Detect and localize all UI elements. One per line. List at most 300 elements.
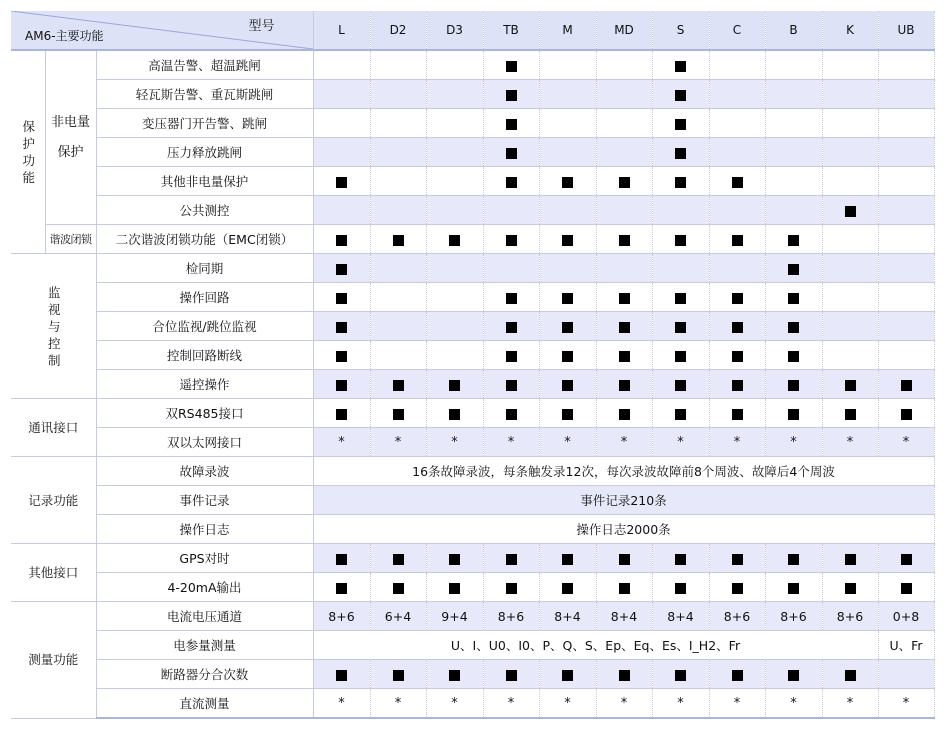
supported-mark-icon — [426, 573, 483, 602]
filled-square-icon — [506, 322, 517, 333]
optional-mark — [878, 689, 934, 719]
filled-square-icon — [562, 293, 573, 304]
empty-cell — [426, 109, 483, 138]
filled-square-icon — [788, 554, 799, 565]
optional-mark — [652, 428, 709, 457]
supported-mark-icon — [709, 312, 765, 341]
supported-mark-icon — [539, 573, 596, 602]
asterisk-mark: * — [564, 435, 571, 450]
filled-square-icon — [675, 380, 686, 391]
model-header-c: C — [709, 11, 765, 50]
filled-square-icon — [619, 293, 630, 304]
supported-mark-icon — [709, 660, 765, 689]
filled-square-icon — [449, 670, 460, 681]
supported-mark-icon — [765, 225, 822, 254]
empty-cell — [483, 254, 539, 283]
optional-mark — [426, 689, 483, 719]
filled-square-icon — [336, 351, 347, 362]
supported-mark-icon — [539, 225, 596, 254]
supported-mark-icon — [822, 399, 878, 428]
asterisk-mark: * — [846, 696, 854, 711]
filled-square-icon — [393, 554, 404, 565]
filled-square-icon — [449, 235, 460, 246]
function-label: 控制回路断线 — [96, 341, 313, 370]
supported-mark-icon — [709, 399, 765, 428]
filled-square-icon — [336, 264, 347, 275]
filled-square-icon — [675, 554, 686, 565]
asterisk-mark: * — [902, 435, 910, 450]
filled-square-icon — [449, 409, 460, 420]
filled-square-icon — [562, 322, 573, 333]
filled-square-icon — [675, 61, 686, 72]
filled-square-icon — [619, 670, 630, 681]
supported-mark-icon — [483, 138, 539, 167]
model-header-md: MD — [596, 11, 652, 50]
subgroup-nonelectric-text: 非电量保护 — [50, 114, 90, 160]
empty-cell — [709, 138, 765, 167]
supported-mark-icon — [426, 544, 483, 573]
empty-cell — [370, 138, 426, 167]
supported-mark-icon — [596, 341, 652, 370]
empty-cell — [370, 254, 426, 283]
function-label: 断路器分合次数 — [96, 660, 313, 689]
model-header-s: S — [652, 11, 709, 50]
function-label: 电参量测量 — [96, 631, 313, 660]
asterisk-mark: * — [394, 696, 402, 711]
filled-square-icon — [901, 409, 912, 420]
filled-square-icon — [845, 670, 856, 681]
asterisk-mark: * — [338, 435, 345, 450]
empty-cell — [313, 109, 370, 138]
function-table — [11, 11, 935, 719]
empty-cell — [426, 80, 483, 109]
supported-mark-icon — [709, 283, 765, 312]
empty-cell — [370, 196, 426, 225]
supported-mark-icon — [596, 370, 652, 399]
supported-mark-icon — [822, 370, 878, 399]
supported-mark-icon — [652, 283, 709, 312]
optional-mark — [596, 428, 652, 457]
supported-mark-icon — [539, 370, 596, 399]
table-row — [11, 486, 934, 515]
filled-square-icon — [732, 177, 743, 188]
empty-cell — [313, 50, 370, 80]
table-row — [11, 109, 934, 138]
function-table-wrapper — [11, 11, 935, 719]
supported-mark-icon — [483, 225, 539, 254]
filled-square-icon — [845, 206, 856, 217]
value-cell: 9+4 — [426, 602, 483, 631]
empty-cell — [878, 138, 934, 167]
empty-cell — [709, 196, 765, 225]
supported-mark-icon — [313, 399, 370, 428]
empty-cell — [878, 109, 934, 138]
supported-mark-icon — [652, 370, 709, 399]
value-cell: 0+8 — [878, 602, 934, 631]
function-label: 直流测量 — [96, 689, 313, 719]
empty-cell — [596, 254, 652, 283]
filled-square-icon — [788, 583, 799, 594]
empty-cell — [822, 341, 878, 370]
supported-mark-icon — [652, 544, 709, 573]
empty-cell — [313, 196, 370, 225]
filled-square-icon — [788, 380, 799, 391]
table-row — [11, 283, 934, 312]
filled-square-icon — [788, 235, 799, 246]
subgroup-nonelectric — [45, 50, 96, 225]
filled-square-icon — [675, 177, 686, 188]
supported-mark-icon — [596, 225, 652, 254]
model-header-l: L — [313, 11, 370, 50]
function-label: 检同期 — [96, 254, 313, 283]
function-label: 合位监视/跳位监视 — [96, 312, 313, 341]
table-row — [11, 312, 934, 341]
function-label: 公共测控 — [96, 196, 313, 225]
filled-square-icon — [788, 351, 799, 362]
supported-mark-icon — [709, 225, 765, 254]
value-cell: 8+6 — [822, 602, 878, 631]
filled-square-icon — [845, 554, 856, 565]
filled-square-icon — [732, 351, 743, 362]
filled-square-icon — [619, 583, 630, 594]
filled-square-icon — [393, 409, 404, 420]
supported-mark-icon — [822, 544, 878, 573]
table-row — [11, 515, 934, 544]
supported-mark-icon — [709, 544, 765, 573]
filled-square-icon — [675, 351, 686, 362]
supported-mark-icon — [370, 225, 426, 254]
supported-mark-icon — [313, 660, 370, 689]
supported-mark-icon — [539, 283, 596, 312]
asterisk-mark: * — [846, 435, 854, 450]
empty-cell — [878, 341, 934, 370]
filled-square-icon — [675, 322, 686, 333]
empty-cell — [709, 109, 765, 138]
model-header-tb: TB — [483, 11, 539, 50]
supported-mark-icon — [822, 573, 878, 602]
function-label: 变压器门开告警、跳闸 — [96, 109, 313, 138]
function-label: 4-20mA输出 — [96, 573, 313, 602]
supported-mark-icon — [370, 573, 426, 602]
filled-square-icon — [562, 670, 573, 681]
empty-cell — [426, 341, 483, 370]
filled-square-icon — [675, 235, 686, 246]
empty-cell — [596, 138, 652, 167]
supported-mark-icon — [313, 167, 370, 196]
empty-cell — [878, 283, 934, 312]
filled-square-icon — [675, 148, 686, 159]
function-label: 轻瓦斯告警、重瓦斯跳闸 — [96, 80, 313, 109]
supported-mark-icon — [652, 341, 709, 370]
table-row — [11, 138, 934, 167]
asterisk-mark: * — [564, 696, 571, 711]
empty-cell — [539, 80, 596, 109]
supported-mark-icon — [652, 660, 709, 689]
group-measure: 测量功能 — [11, 602, 96, 719]
empty-cell — [539, 109, 596, 138]
empty-cell — [822, 225, 878, 254]
empty-cell — [822, 283, 878, 312]
supported-mark-icon — [483, 283, 539, 312]
filled-square-icon — [732, 380, 743, 391]
filled-square-icon — [845, 409, 856, 420]
supported-mark-icon — [652, 312, 709, 341]
asterisk-mark: * — [451, 696, 458, 711]
empty-cell — [822, 138, 878, 167]
table-row — [11, 544, 934, 573]
empty-cell — [822, 167, 878, 196]
optional-mark — [313, 689, 370, 719]
supported-mark-icon — [539, 660, 596, 689]
merged-value-cell: 16条故障录波，每条触发录12次，每次录波故障前8个周波、故障后4个周波 — [313, 457, 934, 486]
empty-cell — [596, 50, 652, 80]
filled-square-icon — [506, 90, 517, 101]
value-cell: 8+4 — [539, 602, 596, 631]
supported-mark-icon — [596, 660, 652, 689]
supported-mark-icon — [878, 370, 934, 399]
supported-mark-icon — [539, 544, 596, 573]
empty-cell — [765, 50, 822, 80]
filled-square-icon — [336, 322, 347, 333]
table-row — [11, 399, 934, 428]
empty-cell — [426, 138, 483, 167]
supported-mark-icon — [483, 399, 539, 428]
merged-value-cell: U、I、U0、I0、P、Q、S、Ep、Eq、Es、I_H2、Fr — [313, 631, 878, 660]
asterisk-mark: * — [902, 696, 910, 711]
supported-mark-icon — [483, 341, 539, 370]
supported-mark-icon — [426, 370, 483, 399]
table-row — [11, 573, 934, 602]
group-record: 记录功能 — [11, 457, 96, 544]
filled-square-icon — [619, 177, 630, 188]
supported-mark-icon — [313, 225, 370, 254]
empty-cell — [370, 167, 426, 196]
table-row — [11, 254, 934, 283]
supported-mark-icon — [765, 283, 822, 312]
optional-mark — [822, 689, 878, 719]
empty-cell — [539, 138, 596, 167]
empty-cell — [426, 254, 483, 283]
empty-cell — [878, 50, 934, 80]
optional-mark — [426, 428, 483, 457]
table-row — [11, 428, 934, 457]
supported-mark-icon — [483, 370, 539, 399]
supported-mark-icon — [765, 660, 822, 689]
group-monitor-text: 监视与控制 — [47, 284, 61, 368]
filled-square-icon — [901, 554, 912, 565]
model-header-ub: UB — [878, 11, 934, 50]
optional-mark — [765, 428, 822, 457]
filled-square-icon — [788, 264, 799, 275]
supported-mark-icon — [370, 660, 426, 689]
filled-square-icon — [619, 235, 630, 246]
supported-mark-icon — [878, 544, 934, 573]
filled-square-icon — [562, 554, 573, 565]
supported-mark-icon — [539, 312, 596, 341]
asterisk-mark: * — [733, 435, 741, 450]
function-label: 操作回路 — [96, 283, 313, 312]
supported-mark-icon — [652, 50, 709, 80]
filled-square-icon — [619, 380, 630, 391]
filled-square-icon — [788, 670, 799, 681]
value-cell: 8+6 — [483, 602, 539, 631]
function-label: 双以太网接口 — [96, 428, 313, 457]
function-label: 压力释放跳闸 — [96, 138, 313, 167]
supported-mark-icon — [596, 544, 652, 573]
asterisk-mark: * — [677, 435, 684, 450]
empty-cell — [878, 167, 934, 196]
empty-cell — [652, 254, 709, 283]
asterisk-mark: * — [677, 696, 684, 711]
empty-cell — [822, 50, 878, 80]
function-label: 故障录波 — [96, 457, 313, 486]
filled-square-icon — [506, 235, 517, 246]
optional-mark — [765, 689, 822, 719]
supported-mark-icon — [709, 341, 765, 370]
filled-square-icon — [506, 583, 517, 594]
filled-square-icon — [732, 583, 743, 594]
supported-mark-icon — [370, 399, 426, 428]
supported-mark-icon — [483, 50, 539, 80]
asterisk-mark: * — [790, 435, 797, 450]
empty-cell — [878, 196, 934, 225]
asterisk-mark: * — [620, 435, 628, 450]
empty-cell — [370, 80, 426, 109]
filled-square-icon — [393, 235, 404, 246]
filled-square-icon — [336, 583, 347, 594]
empty-cell — [370, 341, 426, 370]
supported-mark-icon — [483, 80, 539, 109]
merged-value-cell: 操作日志2000条 — [313, 515, 934, 544]
filled-square-icon — [732, 293, 743, 304]
filled-square-icon — [788, 322, 799, 333]
model-header-d2: D2 — [370, 11, 426, 50]
empty-cell — [765, 109, 822, 138]
supported-mark-icon — [709, 167, 765, 196]
empty-cell — [539, 254, 596, 283]
empty-cell — [652, 196, 709, 225]
header-row — [11, 11, 934, 50]
filled-square-icon — [506, 409, 517, 420]
function-label: GPS对时 — [96, 544, 313, 573]
empty-cell — [765, 138, 822, 167]
model-header-b: B — [765, 11, 822, 50]
empty-cell — [878, 225, 934, 254]
optional-mark — [539, 428, 596, 457]
supported-mark-icon — [765, 254, 822, 283]
empty-cell — [878, 660, 934, 689]
value-cell: 8+6 — [709, 602, 765, 631]
empty-cell — [426, 50, 483, 80]
filled-square-icon — [562, 351, 573, 362]
supported-mark-icon — [878, 399, 934, 428]
filled-square-icon — [506, 554, 517, 565]
empty-cell — [596, 80, 652, 109]
empty-cell — [370, 109, 426, 138]
table-row — [11, 50, 934, 80]
table-row — [11, 689, 934, 719]
supported-mark-icon — [596, 399, 652, 428]
table-row — [11, 457, 934, 486]
supported-mark-icon — [313, 544, 370, 573]
asterisk-mark: * — [394, 435, 402, 450]
filled-square-icon — [845, 380, 856, 391]
supported-mark-icon — [313, 312, 370, 341]
supported-mark-icon — [652, 167, 709, 196]
filled-square-icon — [901, 380, 912, 391]
filled-square-icon — [901, 583, 912, 594]
supported-mark-icon — [596, 283, 652, 312]
supported-mark-icon — [652, 225, 709, 254]
filled-square-icon — [619, 322, 630, 333]
optional-mark — [539, 689, 596, 719]
supported-mark-icon — [822, 196, 878, 225]
supported-mark-icon — [596, 312, 652, 341]
filled-square-icon — [393, 380, 404, 391]
function-label: 高温告警、超温跳闸 — [96, 50, 313, 80]
supported-mark-icon — [878, 573, 934, 602]
supported-mark-icon — [765, 312, 822, 341]
supported-mark-icon — [313, 341, 370, 370]
supported-mark-icon — [483, 312, 539, 341]
supported-mark-icon — [483, 109, 539, 138]
asterisk-mark: * — [620, 696, 628, 711]
supported-mark-icon — [313, 573, 370, 602]
filled-square-icon — [336, 380, 347, 391]
empty-cell — [709, 254, 765, 283]
value-cell: U、Fr — [878, 631, 934, 660]
asterisk-mark: * — [507, 696, 515, 711]
table-row — [11, 631, 934, 660]
filled-square-icon — [393, 583, 404, 594]
filled-square-icon — [619, 554, 630, 565]
optional-mark — [709, 689, 765, 719]
table-row — [11, 341, 934, 370]
filled-square-icon — [506, 119, 517, 130]
function-label: 双RS485接口 — [96, 399, 313, 428]
asterisk-mark: * — [790, 696, 797, 711]
filled-square-icon — [732, 322, 743, 333]
optional-mark — [370, 689, 426, 719]
table-row — [11, 167, 934, 196]
function-label: 二次谐波闭锁功能（EMC闭锁） — [96, 225, 313, 254]
group-other: 其他接口 — [11, 544, 96, 602]
filled-square-icon — [506, 293, 517, 304]
empty-cell — [822, 254, 878, 283]
supported-mark-icon — [596, 167, 652, 196]
empty-cell — [596, 196, 652, 225]
filled-square-icon — [562, 177, 573, 188]
supported-mark-icon — [822, 660, 878, 689]
empty-cell — [483, 196, 539, 225]
supported-mark-icon — [370, 544, 426, 573]
supported-mark-icon — [596, 573, 652, 602]
supported-mark-icon — [539, 399, 596, 428]
empty-cell — [878, 312, 934, 341]
supported-mark-icon — [483, 167, 539, 196]
filled-square-icon — [732, 235, 743, 246]
empty-cell — [709, 80, 765, 109]
optional-mark — [483, 428, 539, 457]
filled-square-icon — [506, 148, 517, 159]
supported-mark-icon — [426, 399, 483, 428]
supported-mark-icon — [313, 283, 370, 312]
asterisk-mark: * — [733, 696, 741, 711]
table-row — [11, 660, 934, 689]
supported-mark-icon — [426, 660, 483, 689]
supported-mark-icon — [483, 544, 539, 573]
filled-square-icon — [562, 380, 573, 391]
